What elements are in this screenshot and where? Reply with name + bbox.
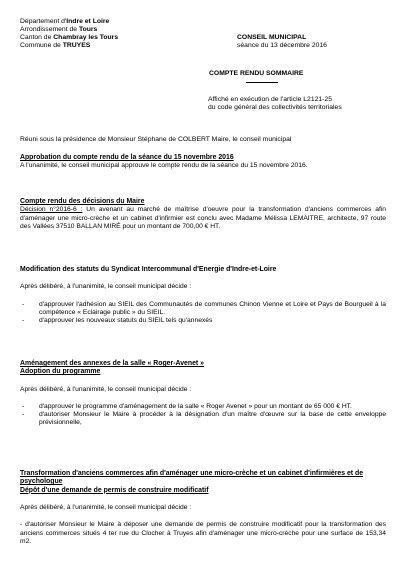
section-decisions	[20, 198, 386, 231]
list-item: - d'approuver l'adhésion au SIEIL des Communautés de communes Chinon Vienne et Loire et Pays de Bourgueil à la compétence « Eclairage public » du SIEIL.	[22, 300, 386, 316]
section-sieil	[20, 266, 386, 325]
section-title: Aménagement des annexes de la salle « Roger-Avenet »	[20, 360, 204, 367]
title-rule	[246, 82, 278, 83]
report-title: COMPTE RENDU SOMMAIRE	[209, 70, 304, 77]
letterhead	[20, 18, 118, 50]
commune-line: Commune de TRUYES	[20, 42, 91, 50]
section-text: - d'autoriser Monsieur le Maire à déposer une demande de permis de construire modificatif pour la transformation des anciens commerces situés 4 ter rue du Clocher à Truyes afin d'aménager une micro-crèche pour une surface de 153,34 m2.	[20, 521, 386, 545]
section-subtitle: Adoption du programme	[20, 368, 101, 376]
canton-line: Canton de Chambray les Tours	[20, 34, 119, 42]
council-title: CONSEIL MUNICIPAL	[237, 34, 307, 41]
decision-list	[20, 301, 386, 326]
list-item: - d'approuver les nouveaux statuts du SIEIL tels qu'annexés	[22, 317, 213, 325]
section-title: Compte rendu des décisions du Maire	[20, 198, 145, 205]
section-text: Décision n°2016-6 : Un avenant au marché de maîtrise d'oeuvre pour la transformation d'anciens commerces afin d'aménager une micro-crèche et un cabinet d'infirmier est conclu avec Madame Mélissa LEMAITRE, architecte, 97 route des Vallées 37510 BALLAN MIRÉ pour un montant de 700,00 € HT.	[20, 206, 387, 230]
section-intro: Après délibéré, à l'unanimité, le conseil municipal décide :	[20, 283, 192, 291]
department-line: Département d'Indre et Loire	[20, 18, 110, 25]
decision-label: Décision n°2016-6 :	[20, 206, 83, 214]
session-date: séance du 13 décembre 2016	[237, 42, 327, 50]
arrondissement-line: Arrondissement de Tours	[20, 26, 98, 34]
council-heading	[237, 34, 327, 50]
section-intro: Après délibéré, à l'unanimité, le conseil municipal décide :	[20, 504, 192, 512]
section-intro: Après délibéré, à l'unanimité, le conseil municipal décide :	[20, 385, 192, 393]
section-creche	[20, 470, 386, 546]
section-title: Modification des statuts du Syndicat Intercommunal d'Energie d'Indre-et-Loire	[20, 266, 277, 273]
presidency-statement: Réuni sous la présidence de Monsieur Stéphane de COLBERT Maire, le conseil municipal	[20, 136, 292, 143]
section-text: A l'unanimité, le conseil municipal approuve le compte rendu de la séance du 15 novembre 2016.	[20, 162, 308, 170]
decision-list	[20, 403, 386, 428]
section-avenet	[20, 360, 386, 428]
posting-notice: Affiché en exécution de l'article L2121-25 du code général des collectivités territoriales	[208, 96, 342, 112]
list-item: - d'autoriser Monsieur le Maire à procéder à la désignation d'un maître d'œuvre sur la base de cette enveloppe prévisionnelle,	[22, 411, 386, 427]
list-item: - d'approuver le programme d'aménagement de la salle « Roger Avenet » pour un montant de 65 000 € HT.	[22, 403, 352, 411]
section-title: Transformation d'anciens commerces afin d'aménager une micro-crèche et un cabinet d'infirmières et de psychologue	[20, 470, 364, 486]
section-subtitle: Dépôt d'une demande de permis de construire modificatif	[20, 486, 209, 494]
section-title: Approbation du compte rendu de la séance du 15 novembre 2016	[20, 154, 234, 161]
section-approval	[20, 154, 386, 171]
